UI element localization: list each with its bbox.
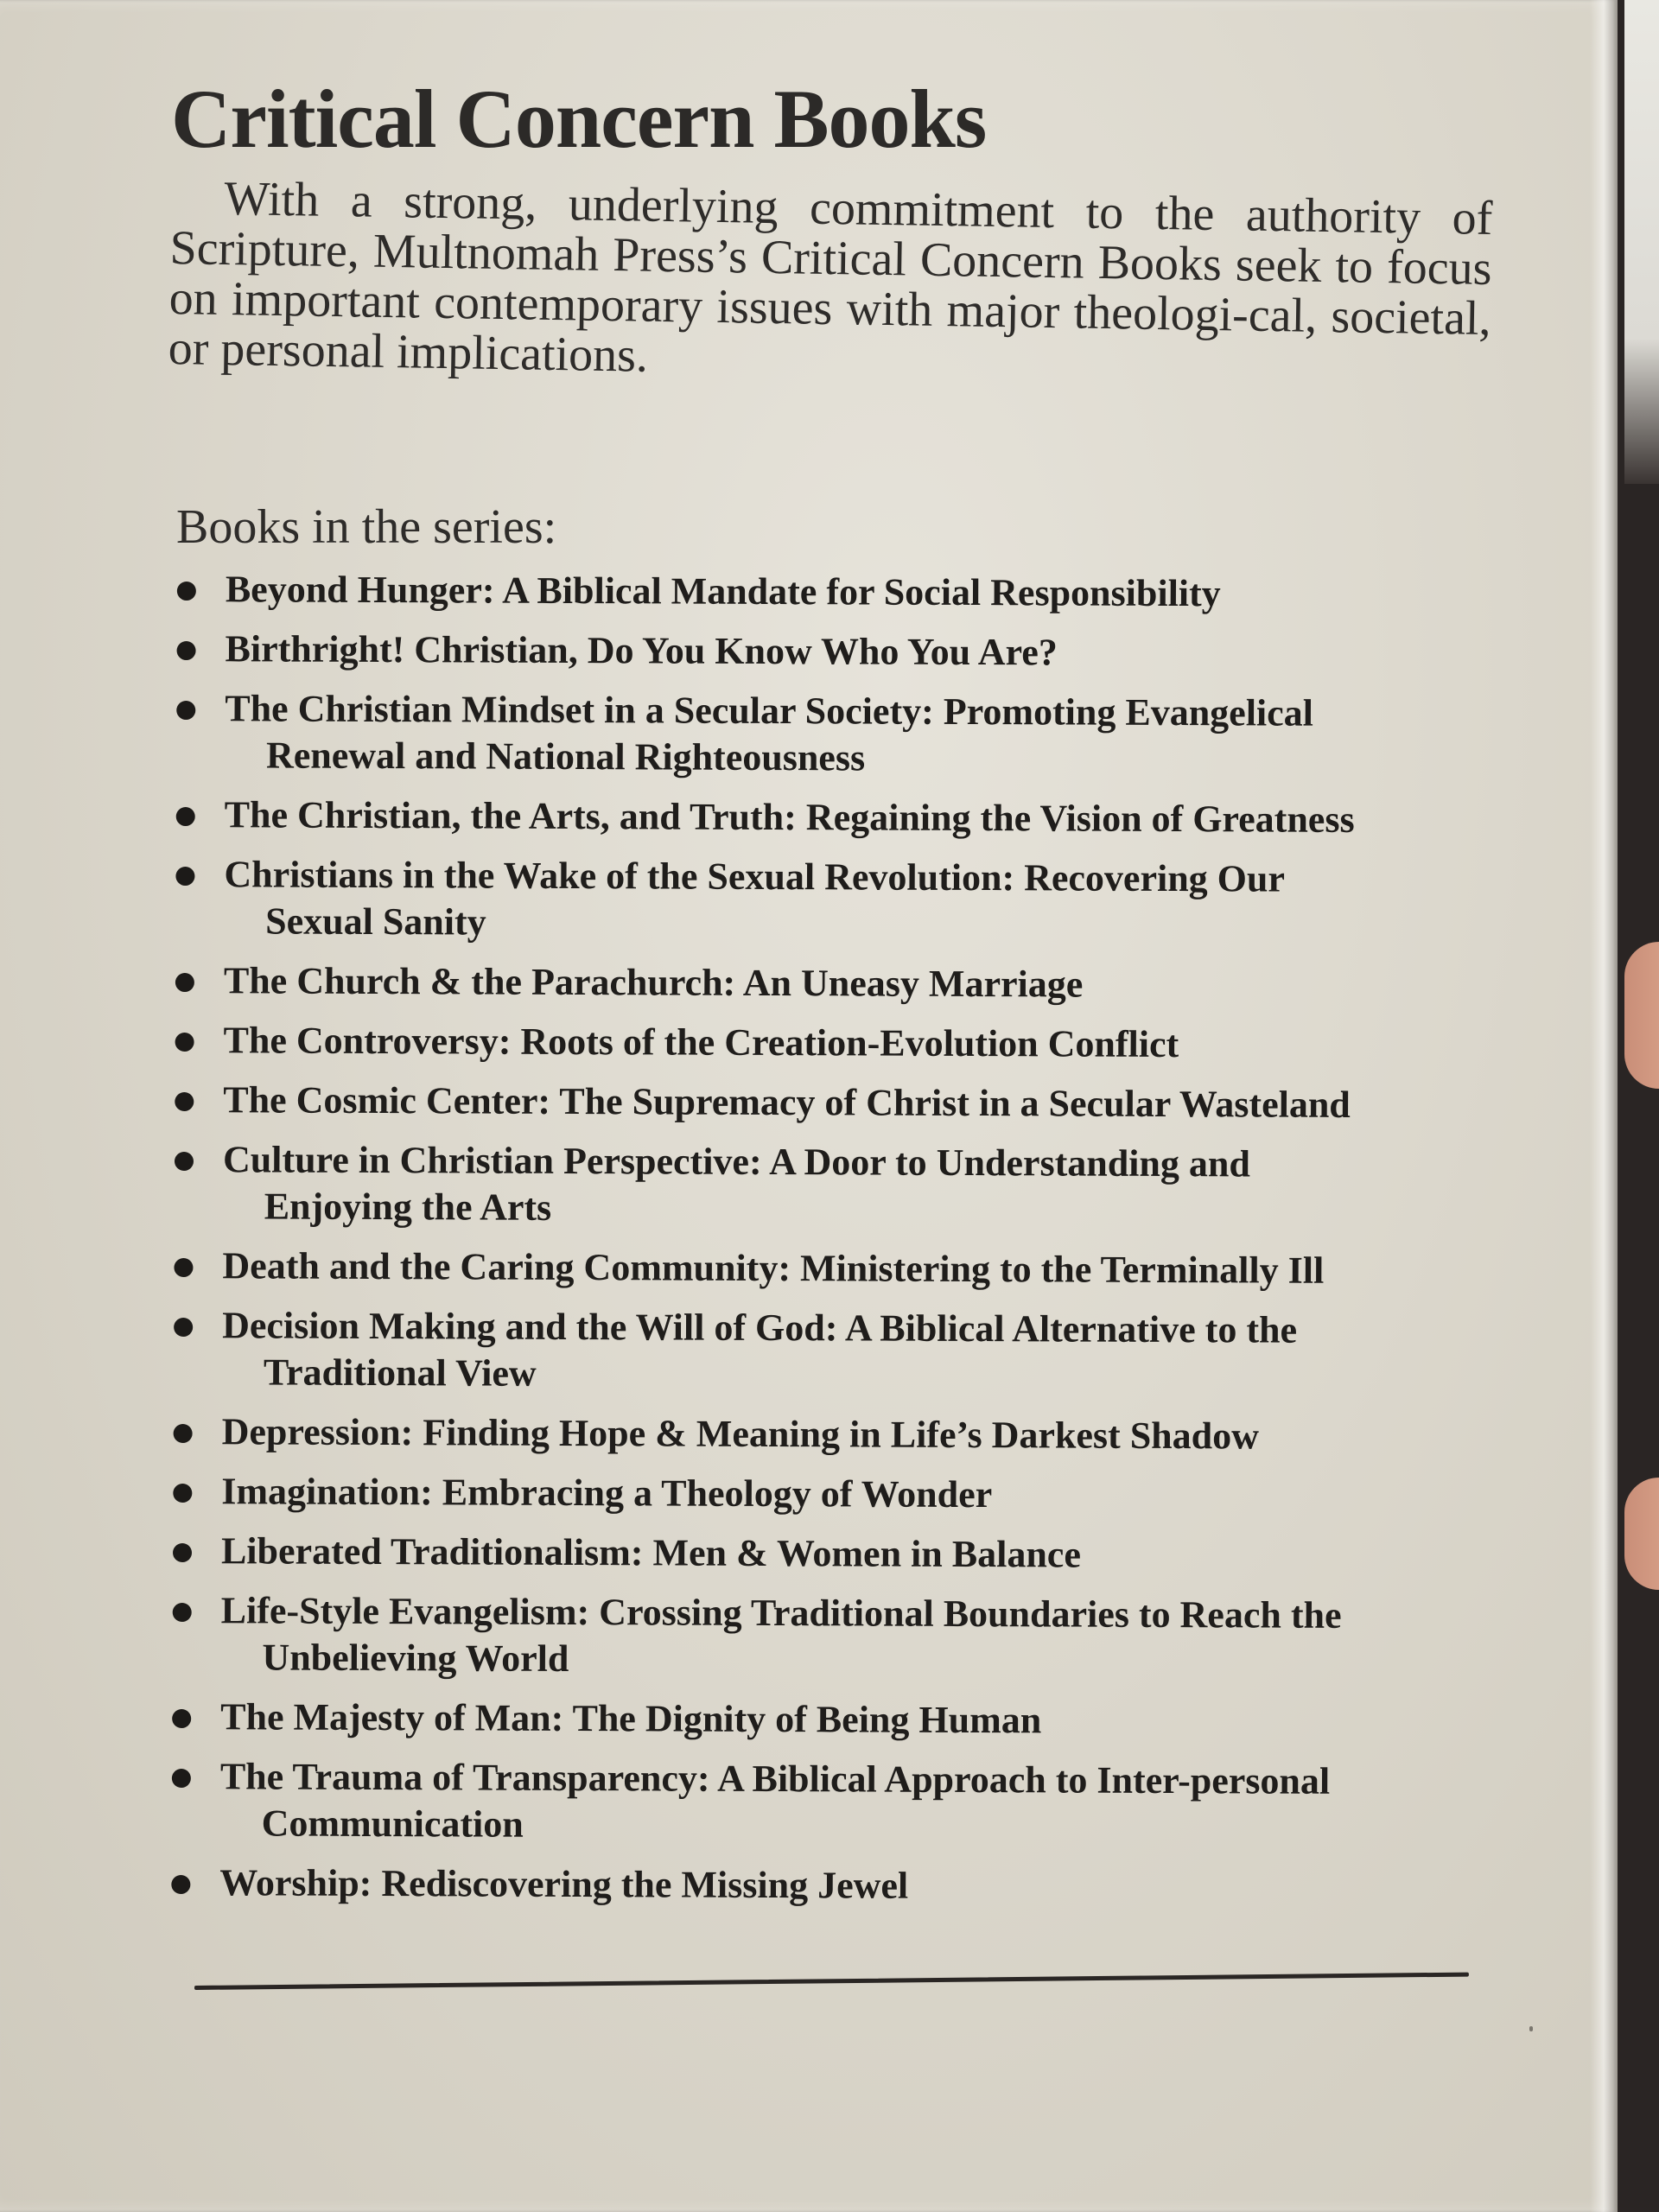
page-edge [1590, 0, 1618, 2212]
bullet-icon [176, 701, 195, 720]
book-title: The Cosmic Center: The Supremacy of Christ in a Secular Wasteland [223, 1078, 1351, 1126]
book-title: The Controversy: Roots of the Creation-Evolution Conflict [223, 1019, 1179, 1066]
bullet-icon [175, 973, 194, 992]
book-title: Birthright! Christian, Do You Know Who You Are? [225, 627, 1058, 674]
book-title: The Church & the Parachurch: An Uneasy Marriage [223, 959, 1084, 1006]
book-title: Death and the Caring Community: Ministering to the Terminally Ill [222, 1244, 1325, 1292]
book-title-continuation: Traditional View [263, 1351, 537, 1395]
bullet-icon [174, 1318, 193, 1337]
book-list-item [176, 685, 1485, 785]
finger [1624, 1478, 1659, 1590]
book-title: The Christian Mindset in a Secular Society: Promoting Evangelical [225, 687, 1314, 734]
bullet-icon [172, 1769, 191, 1788]
bullet-icon [175, 1152, 194, 1171]
bullet-icon [177, 641, 196, 660]
bullet-icon [175, 1033, 194, 1052]
book-list-item [172, 1694, 1481, 1746]
book-list-item [172, 1587, 1481, 1687]
book-title: The Christian, the Arts, and Truth: Regaining the Vision of Greatness [224, 793, 1355, 841]
book-list-item [172, 1753, 1481, 1853]
book-title-continuation: Enjoying the Arts [264, 1185, 552, 1229]
book-title: The Majesty of Man: The Dignity of Being Human [220, 1695, 1042, 1742]
book-list-item [175, 1077, 1484, 1129]
divider-rule [194, 1973, 1469, 1990]
book-list-item [176, 791, 1485, 844]
book-title: Worship: Rediscovering the Missing Jewel [219, 1861, 909, 1907]
book-title: Depression: Finding Hope & Meaning in Life’s Darkest Shadow [221, 1410, 1260, 1458]
bullet-icon [177, 582, 196, 601]
bullet-icon [176, 807, 195, 826]
background-wall [1624, 0, 1659, 484]
book-title: Culture in Christian Perspective: A Door to Understanding and [222, 1138, 1250, 1185]
intro-paragraph: With a strong, underlying commitment to the authority of Scripture, Multnomah Press’s Critical Concern Books seek to focus on important contemporary issues with major theologi-cal, societal, or personal implications. [168, 171, 1493, 383]
book-list-item [175, 1136, 1484, 1236]
book-title-continuation: Communication [261, 1802, 524, 1846]
book-title: Decision Making and the Will of God: A Biblical Alternative to the [222, 1304, 1298, 1351]
book-title: Beyond Hunger: A Biblical Mandate for Social Responsibility [225, 568, 1221, 615]
book-list-item [176, 626, 1485, 678]
book-title-continuation: Unbelieving World [262, 1636, 569, 1680]
bullet-icon [173, 1543, 192, 1562]
bullet-icon [171, 1875, 190, 1894]
book-title: Life-Style Evangelism: Crossing Traditional Boundaries to Reach the [220, 1589, 1342, 1637]
book-title: Imagination: Embracing a Theology of Wonder [221, 1470, 993, 1516]
bullet-icon [175, 867, 194, 886]
book-list-item [175, 851, 1484, 950]
book-list-item [173, 1528, 1482, 1580]
bullet-icon [174, 1258, 193, 1277]
book-list-item [175, 1017, 1484, 1070]
series-label: Books in the series: [176, 500, 557, 554]
book-title: The Trauma of Transparency: A Biblical Approach to Inter-personal [219, 1755, 1331, 1802]
book-title-continuation: Sexual Sanity [265, 899, 486, 944]
book-list-item [177, 566, 1486, 619]
paper-speck [1529, 2026, 1533, 2031]
book-title: Liberated Traditionalism: Men & Women in Balance [220, 1529, 1082, 1576]
page-title: Critical Concern Books [171, 73, 987, 165]
book-title: Christians in the Wake of the Sexual Revolution: Recovering Our [224, 853, 1286, 900]
finger [1624, 942, 1659, 1089]
bullet-icon [173, 1603, 192, 1622]
book-list-item [173, 1468, 1482, 1521]
bullet-icon [174, 1424, 193, 1443]
bullet-icon [172, 1709, 191, 1728]
book-list-item [174, 1408, 1483, 1461]
book-list-item [171, 1859, 1480, 1912]
book-list-item [174, 1243, 1483, 1295]
bullet-icon [175, 1092, 194, 1111]
book-list-item [174, 1302, 1483, 1402]
bullet-icon [173, 1484, 192, 1503]
book-title-continuation: Renewal and National Righteousness [265, 734, 866, 779]
book-list-item [175, 957, 1484, 1010]
book-list [171, 566, 1486, 1925]
